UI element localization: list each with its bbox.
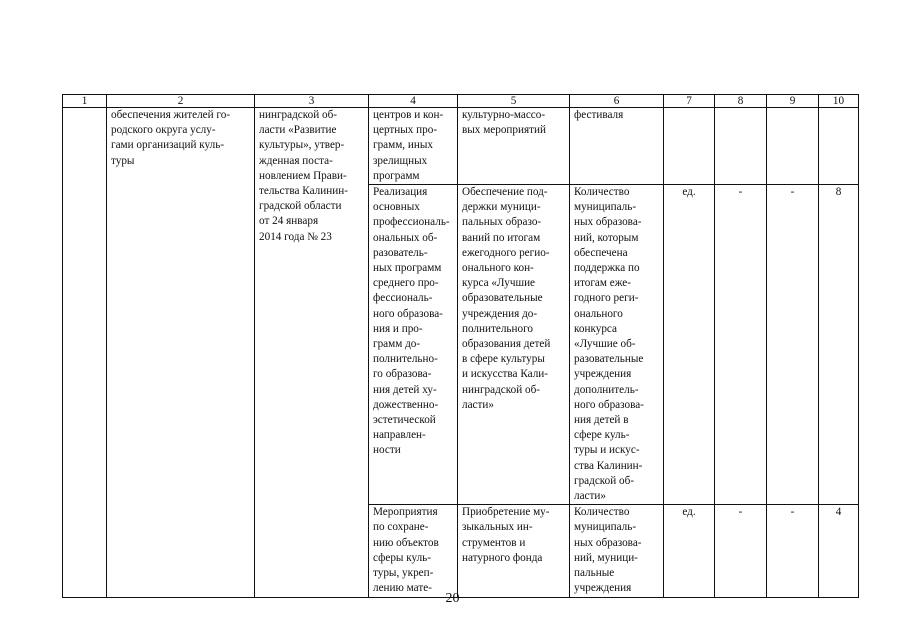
- text-line: ных образова-: [574, 216, 642, 229]
- header-cell: 2: [107, 95, 255, 108]
- header-row: [63, 95, 859, 108]
- text-line: родского округа услу-: [111, 124, 216, 137]
- cell-value: 8: [819, 185, 859, 505]
- cell-measure: [458, 185, 570, 505]
- page-number: 20: [445, 591, 460, 606]
- text-line: пальные: [574, 567, 615, 580]
- cell-activity: [369, 505, 458, 597]
- text-line: вых мероприятий: [462, 124, 546, 137]
- cell-indicator: [570, 185, 664, 505]
- cell-value: -: [715, 185, 767, 505]
- text-line: Приобретение му-: [462, 506, 550, 519]
- cell-activity: [369, 185, 458, 505]
- text-line: «Лучшие об-: [574, 338, 636, 351]
- header-cell: 7: [664, 95, 715, 108]
- text-line: Реализация: [373, 186, 428, 199]
- text-line: ного образова-: [373, 307, 443, 320]
- text-line: градской области: [259, 200, 342, 213]
- text-line: Мероприятия: [373, 506, 438, 519]
- text-line: в сфере культуры: [462, 353, 545, 366]
- text-line: эстетической: [373, 414, 436, 427]
- text-line: сфере куль-: [574, 429, 630, 442]
- text-line: 2014 года № 23: [259, 230, 332, 243]
- cell-unit: [664, 108, 715, 185]
- text-line: учреждения: [574, 368, 632, 381]
- header-cell: 10: [819, 95, 859, 108]
- text-line: пальных образо-: [462, 216, 542, 229]
- header-cell: 5: [458, 95, 570, 108]
- cell-value: -: [715, 505, 767, 597]
- text-line: полнительного: [462, 322, 534, 335]
- cell-unit: ед.: [664, 505, 715, 597]
- text-line: нинградской об-: [462, 383, 541, 396]
- text-line: центров и кон-: [373, 109, 444, 121]
- text-line: струментов и: [462, 536, 526, 549]
- text-line: новлением Прави-: [259, 169, 347, 182]
- header-cell: 9: [767, 95, 819, 108]
- text-line: муниципаль-: [574, 521, 637, 534]
- text-line: дополнитель-: [574, 383, 639, 396]
- cell-value: [819, 108, 859, 185]
- cell-value: [767, 108, 819, 185]
- text-line: программ: [373, 169, 420, 182]
- text-line: жденная поста-: [259, 154, 333, 167]
- header-cell: 1: [63, 95, 107, 108]
- text-line: разовательные: [574, 353, 644, 366]
- header-cell: 6: [570, 95, 664, 108]
- text-line: туры: [111, 154, 135, 167]
- cell-col2: [107, 108, 255, 598]
- text-line: ласти «Развитие: [259, 124, 337, 137]
- text-line: курса «Лучшие: [462, 277, 536, 290]
- text-line: поддержка по: [574, 262, 640, 275]
- cell-col1: [63, 108, 107, 598]
- text-line: зрелищных: [373, 154, 428, 167]
- text-line: обеспечена: [574, 246, 628, 259]
- text-line: фестиваля: [574, 109, 624, 121]
- text-line: учреждения до-: [462, 307, 538, 320]
- text-line: образования детей: [462, 338, 551, 351]
- text-line: ваний по итогам: [462, 231, 541, 244]
- table-row: [63, 108, 859, 185]
- header-cell: 4: [369, 95, 458, 108]
- text-line: ности: [373, 444, 401, 457]
- text-line: онального: [574, 307, 623, 320]
- text-line: градской об-: [574, 474, 635, 487]
- text-line: нинградской об-: [259, 109, 338, 121]
- text-line: ежегодного регио-: [462, 246, 550, 259]
- text-line: ния детей ху-: [373, 383, 437, 396]
- text-line: обеспечения жителей го-: [111, 109, 231, 121]
- text-line: муниципаль-: [574, 201, 637, 214]
- cell-indicator: [570, 505, 664, 597]
- text-line: ний, которым: [574, 231, 639, 244]
- text-line: гами организаций куль-: [111, 139, 225, 152]
- cell-col3: [255, 108, 369, 598]
- cell-value: [715, 108, 767, 185]
- text-line: тельства Калинин-: [259, 185, 348, 198]
- text-line: ного образова-: [574, 398, 644, 411]
- text-line: профессиональ-: [373, 216, 450, 229]
- text-line: культуры», утвер-: [259, 139, 345, 152]
- text-line: ональных об-: [373, 231, 438, 244]
- header-cell: 3: [255, 95, 369, 108]
- text-line: держки муници-: [462, 201, 541, 214]
- header-cell: 8: [715, 95, 767, 108]
- text-line: цертных про-: [373, 124, 438, 137]
- text-line: от 24 января: [259, 215, 319, 228]
- text-line: Количество: [574, 506, 630, 519]
- text-line: зыкальных ин-: [462, 521, 533, 534]
- cell-unit: ед.: [664, 185, 715, 505]
- text-line: направлен-: [373, 429, 426, 442]
- cell-activity: [369, 108, 458, 185]
- text-line: ных программ: [373, 262, 442, 275]
- text-line: онального кон-: [462, 262, 534, 275]
- text-line: сферы куль-: [373, 551, 432, 564]
- text-line: по сохране-: [373, 521, 429, 534]
- text-line: Обеспечение под-: [462, 186, 548, 199]
- text-line: полнительно-: [373, 353, 438, 366]
- text-line: основных: [373, 201, 420, 214]
- text-line: ных образова-: [574, 536, 642, 549]
- text-line: и искусства Кали-: [462, 368, 548, 381]
- text-line: конкурса: [574, 322, 617, 335]
- text-line: культурно-массо-: [462, 109, 546, 121]
- text-line: разователь-: [373, 246, 428, 259]
- text-line: ний, муници-: [574, 551, 638, 564]
- text-line: образовательные: [462, 292, 543, 305]
- program-table: [62, 94, 859, 598]
- text-line: го образова-: [373, 368, 432, 381]
- text-line: натурного фонда: [462, 551, 543, 564]
- text-line: ласти»: [574, 490, 606, 503]
- text-line: итогам еже-: [574, 277, 631, 290]
- text-line: грамм, иных: [373, 139, 433, 152]
- cell-value: -: [767, 185, 819, 505]
- text-line: дожественно-: [373, 398, 439, 411]
- text-line: ния детей в: [574, 414, 629, 427]
- cell-value: 4: [819, 505, 859, 597]
- text-line: Количество: [574, 186, 630, 199]
- cell-value: -: [767, 505, 819, 597]
- text-line: ния и про-: [373, 322, 423, 335]
- text-line: лению мате-: [373, 582, 432, 595]
- text-line: туры, укреп-: [373, 567, 434, 580]
- text-line: нию объектов: [373, 536, 439, 549]
- text-line: ства Калинин-: [574, 459, 643, 472]
- cell-measure: [458, 108, 570, 185]
- text-line: годного реги-: [574, 292, 639, 305]
- text-line: грамм до-: [373, 338, 421, 351]
- cell-indicator: [570, 108, 664, 185]
- text-line: туры и искус-: [574, 444, 640, 457]
- cell-measure: [458, 505, 570, 597]
- text-line: среднего про-: [373, 277, 439, 290]
- text-line: учреждения: [574, 582, 632, 595]
- text-line: фессиональ-: [373, 292, 433, 305]
- text-line: ласти»: [462, 398, 494, 411]
